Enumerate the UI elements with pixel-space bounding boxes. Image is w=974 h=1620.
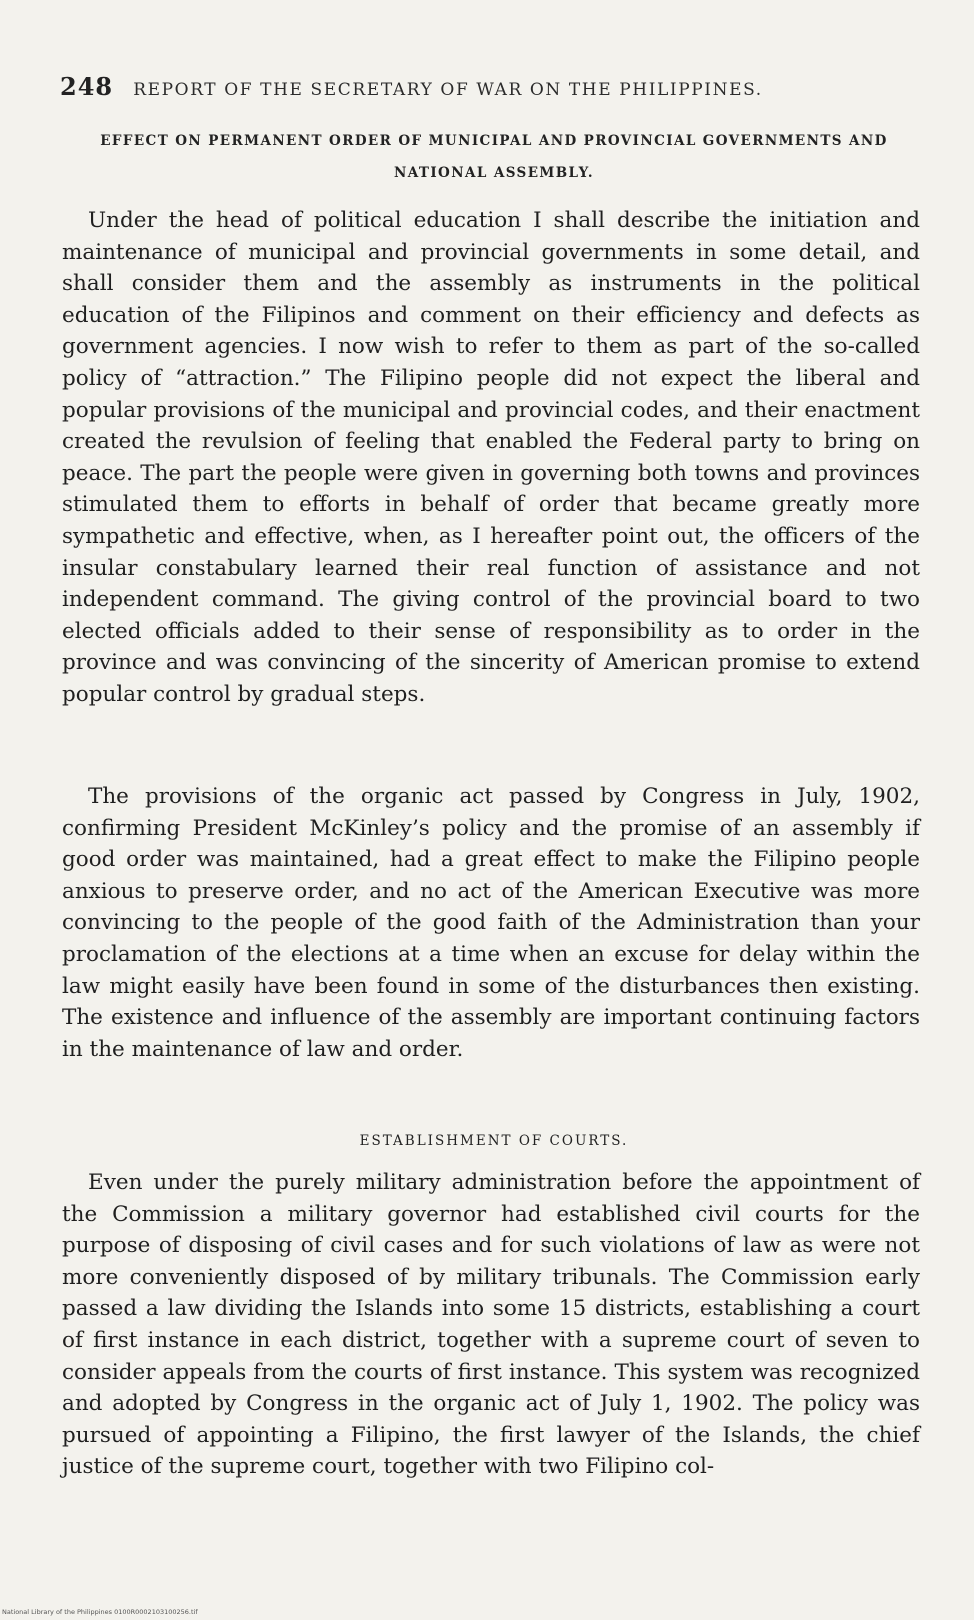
paragraph-courts: Even under the purely military administration before the appointment of the Commission a military governor had established civil courts for the purpose of disposing of civil cases and for such violations of law as were not more conveniently disposed of by military tribunals. The Commission early passed a law dividing the Islands into some 15 districts, establishing a court of first instance in each district, together with a supreme court of seven to consider appeals from the courts of first instance. This system was recognized and adopted by Congress in the organic act of July 1, 1902. The policy was pursued of appointing a Filipino, the first lawyer of the Islands, the chief justice of the supreme court, together with two Filipino col-	[62, 1170, 920, 1480]
section-heading-effect: EFFECT ON PERMANENT ORDER OF MUNICIPAL AND PROVINCIAL GOVERNMENTS AND NATIONAL ASSEMBLY.	[100, 133, 888, 181]
running-header	[60, 72, 940, 101]
section-heading-courts: ESTABLISHMENT OF COURTS.	[359, 1133, 629, 1149]
paragraph-political-education: Under the head of political education I shall describe the initiation and maintenance of municipal and provincial governments in some detail, and shall consider them and the assembly as instruments in the political education of the Filipinos and comment on their efficiency and defects as government agencies. I now wish to refer to them as part of the so-called policy of “attraction.” The Filipino people did not expect the liberal and popular provisions of the municipal and provincial codes, and their enactment created the revulsion of feeling that enabled the Federal party to bring on peace. The part the people were given in governing both towns and provinces stimulated them to efforts in behalf of order that became greatly more sympathetic and effective, when, as I hereafter point out, the officers of the insular constabulary learned their real function of assistance and not independent command. The giving control of the provincial board to two elected officials added to their sense of responsibility as to order in the province and was convincing of the sincerity of American promise to extend popular control by gradual steps.	[62, 208, 920, 707]
paragraph-organic-act: The provisions of the organic act passed by Congress in July, 1902, confirming President McKinley’s policy and the promise of an assembly if good order was maintained, had a great effect to make the Filipino people anxious to preserve order, and no act of the American Executive was more convincing to the people of the good faith of the Administration than your proclamation of the elections at a time when an excuse for delay within the law might easily have been found in some of the disturbances then existing. The existence and influence of the assembly are important continuing factors in the maintenance of law and order.	[62, 784, 920, 1062]
scan-source-note: National Library of the Philippines 0100R0002103100256.tif	[2, 1608, 198, 1616]
running-title: REPORT OF THE SECRETARY OF WAR ON THE PHILIPPINES.	[133, 80, 763, 100]
page-number: 248	[60, 72, 114, 101]
